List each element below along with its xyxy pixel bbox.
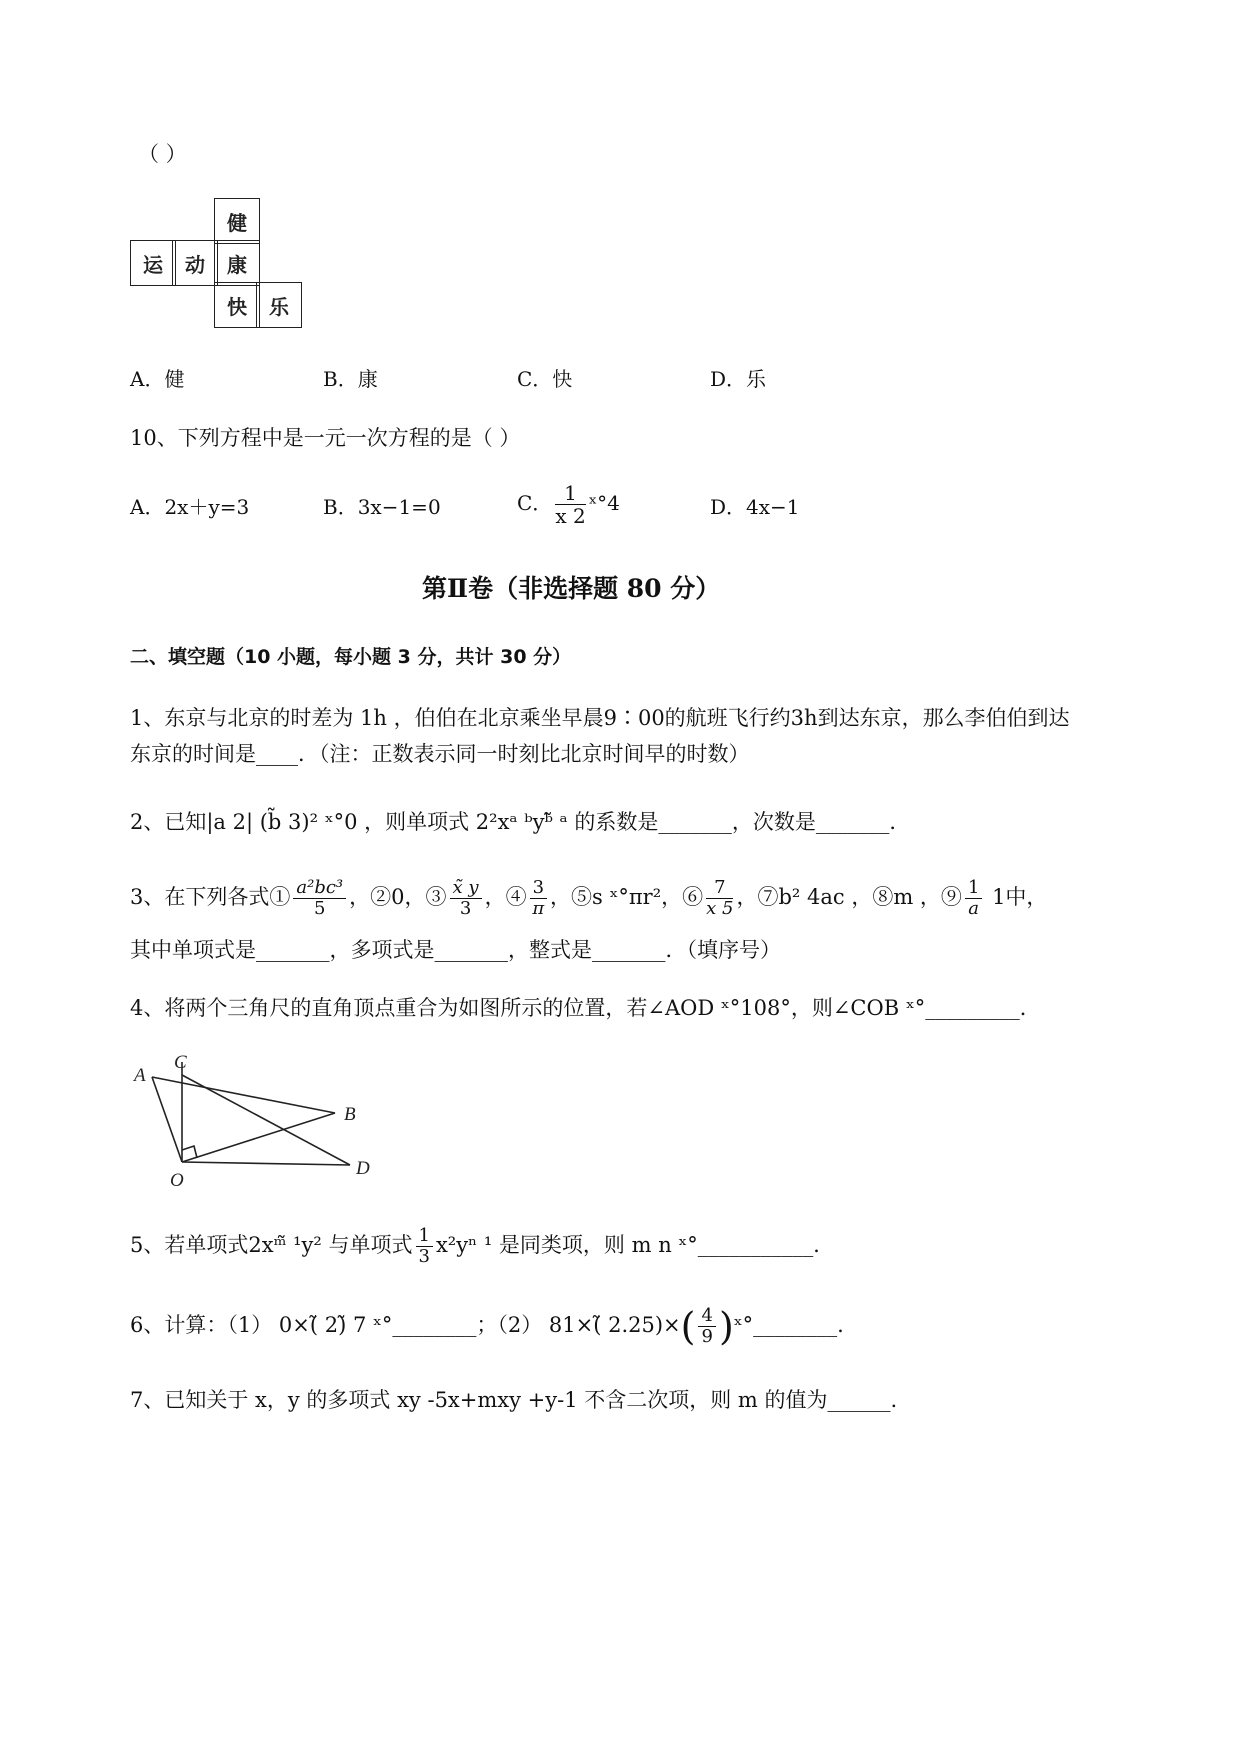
q6-part1: 6、计算：（1） 0×(̃ 2)̃ 7 ˣ°________；（2） 81×(̃ 2.25)× — [130, 1312, 681, 1337]
q10-option-c-fraction — [555, 482, 585, 527]
q3-f4-denominator: x 5 — [706, 897, 734, 919]
q2: 2、已知|a 2| (b̃ 3)² ˣ°0 ，则单项式 2²xᵃ ᵇyᵇ̃ ᵃ 的系数是_______，次数是_______． — [130, 810, 911, 834]
question-9-paren: （ ） — [138, 142, 187, 166]
q9-option-c: C．快 — [517, 367, 573, 391]
triangle-figure — [130, 1050, 390, 1190]
q3-fraction-2 — [450, 878, 482, 919]
q3-f3-numerator: 3 — [530, 878, 547, 899]
q3-fraction-4 — [706, 878, 733, 919]
q3-f2-denominator: 3 — [459, 897, 472, 919]
q5-numerator: 1 — [416, 1226, 433, 1247]
q3-fraction-1 — [293, 878, 346, 919]
net-cell-le: 乐 — [256, 282, 302, 328]
label-o: O — [170, 1170, 184, 1190]
q1-line1: 1、东京与北京的时差为 1h ，伯伯在北京乘坐早晨9∶00的航班飞行约3h到达东京，那么李伯伯到达 — [130, 706, 1070, 730]
q5-part1: 5、若单项式2xᵐ̃ ¹y² 与单项式 — [130, 1232, 413, 1257]
net-cell-kuai: 快 — [214, 282, 260, 328]
q3-f4-numerator: 7 — [706, 878, 733, 899]
q6-part2: ˣ°________. — [733, 1312, 844, 1337]
section-title: 第Ⅱ卷（非选择题 80 分） — [422, 574, 721, 603]
q6-right-paren: ) — [718, 1304, 734, 1349]
label-c: C — [174, 1052, 187, 1073]
q6-fraction — [698, 1306, 715, 1347]
q10-c-denominator: x 2 — [555, 504, 586, 528]
q3-f5-numerator: 1 — [965, 878, 982, 899]
net-cell-jian: 健 — [214, 198, 260, 244]
q1-line2: 东京的时间是____．（注：正数表示同一时刻比北京时间早的时数） — [130, 742, 750, 766]
q10-option-c — [517, 482, 620, 527]
label-d: D — [356, 1158, 370, 1179]
q6-left-paren: ( — [680, 1304, 696, 1349]
q9-option-b: B．康 — [323, 367, 378, 391]
q10-stem: 10、下列方程中是一元一次方程的是（ ） — [130, 426, 521, 450]
q3-f1-numerator: a²bc³ — [293, 878, 346, 899]
net-cell-yun: 运 — [130, 240, 176, 286]
q3-part5: ，⑦b² 4ac ，⑧m ，⑨ — [736, 884, 962, 909]
q3-part1: 3、在下列各式① — [130, 884, 291, 909]
q10-option-d: D．4x−1 — [710, 495, 800, 519]
q9-option-d: D．乐 — [710, 367, 767, 391]
q10-option-a: A．2x＋y=3 — [130, 495, 250, 519]
net-cell-kang: 康 — [214, 240, 260, 286]
q6-denominator: 9 — [701, 1325, 713, 1347]
q5 — [130, 1226, 834, 1267]
q3-fraction-5 — [965, 878, 982, 919]
q3-f5-denominator: a — [968, 897, 980, 919]
q5-denominator: 3 — [418, 1245, 430, 1267]
q7: 7、已知关于 x，y 的多项式 xy -5x+mxy +y-1 不含二次项，则 m 的值为______. — [130, 1388, 898, 1412]
q3-f2-numerator: x̃ y — [450, 878, 482, 899]
q3-line1 — [130, 878, 1047, 919]
q3-part6: 1中， — [985, 884, 1048, 909]
q3-line2: 其中单项式是_______，多项式是_______，整式是_______．（填序号） — [130, 938, 781, 962]
q3-part2: ，②0，③ — [349, 884, 447, 909]
q6 — [130, 1306, 844, 1347]
label-a: A — [134, 1065, 146, 1086]
q9-option-a: A．健 — [130, 367, 185, 391]
q3-part4: ，⑤s ˣ°πr²，⑥ — [550, 884, 704, 909]
q5-part2: x²yⁿ ¹ 是同类项，则 m n ˣ°___________． — [435, 1232, 835, 1257]
q3-f3-denominator: π — [532, 897, 545, 919]
q10-option-c-label: C． — [517, 491, 553, 515]
cube-net-figure — [130, 198, 300, 328]
q5-fraction — [416, 1226, 433, 1267]
q10-option-b: B．3x−1=0 — [323, 495, 441, 519]
q10-c-numerator: 1 — [555, 482, 585, 505]
q3-part3: ，④ — [484, 884, 527, 909]
q6-numerator: 4 — [698, 1306, 715, 1327]
q4: 4、将两个三角尺的直角顶点重合为如图所示的位置，若∠AOD ˣ°108°，则∠COB ˣ°_________． — [130, 996, 1041, 1020]
part2-heading: 二、填空题（10 小题，每小题 3 分，共计 30 分） — [130, 646, 572, 668]
net-cell-dong: 动 — [172, 240, 218, 286]
q10-option-c-tail: ˣ°4 — [588, 491, 620, 515]
q3-fraction-3 — [530, 878, 547, 919]
q3-f1-denominator: 5 — [314, 897, 326, 919]
label-b: B — [344, 1104, 356, 1125]
